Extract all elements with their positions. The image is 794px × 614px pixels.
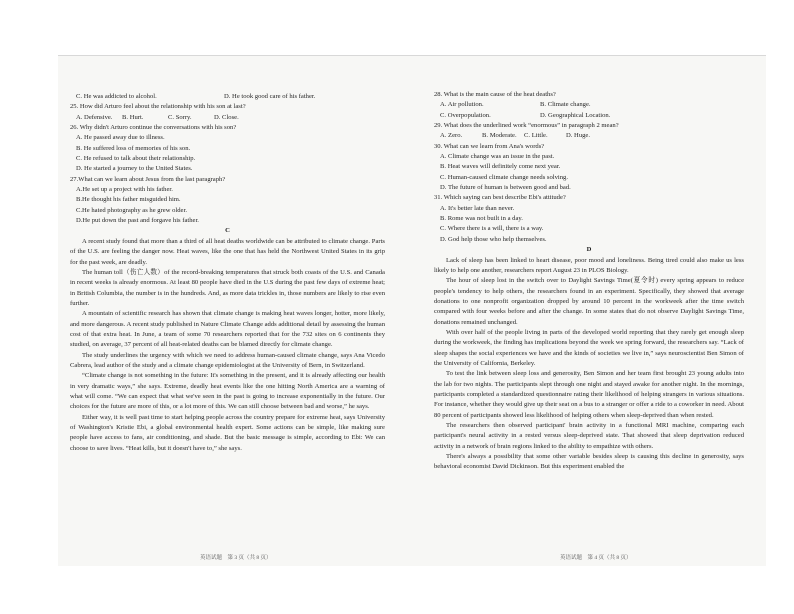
- q25-options: [70, 113, 385, 123]
- option-a: A. He passed away due to illness.: [76, 134, 165, 142]
- passage-paragraph: The study underlines the urgency with which we need to address human-caused climate change, says Ana Vicedo Cabrera, lead author of the study and a climate change epidemiologist at the University of Bern, in Switzerland.: [70, 351, 385, 369]
- option-d: D.He put down the past and forgave his father.: [76, 217, 199, 225]
- option-b: B. Rome was not built in a day.: [440, 215, 523, 223]
- question-25: 25. How did Arturo feel about the relationship with his son at last?: [70, 103, 246, 111]
- passage-paragraph: The hour of sleep lost in the switch over to Daylight Savings Time(夏令时) every spring appears to reduce people's tendency to help others, the researchers found in an experiment. Specifically, they showed that average donations to one nonprofit organization dropped by around 10 percent in the workweek after the time switch compared with four weeks before and after the change. In some states that do not observe Daylight Savings Time, donations remained unchanged.: [434, 277, 744, 326]
- option-b: B. Heat waves will definitely come next year.: [440, 163, 561, 171]
- passage-paragraph: A recent study found that more than a third of all heat deaths worldwide can be attributed to climate change. Parts of the U.S. are feeling the danger now. Heat waves, like the one that has held the Northwest United States in its grip for the past week, are deadly.: [70, 237, 385, 266]
- passage-paragraph: Either way, it is well past time to start helping people across the country prepare for extreme heat, says University of Washington's Kristie Ebi, a global environmental health expert. Some actions can be simple, like making sure people have access to fans, air conditioning, and shade. But the basic message is simple, according to Ebi: We can choose to save lives. “Heat kills, but it doesn't have to,” she says.: [70, 413, 385, 452]
- question-27: 27.What can we learn about Jesus from the last paragraph?: [70, 175, 226, 183]
- question-30: 30. What can we learn from Ana's words?: [434, 142, 545, 150]
- option-c: C. Human-caused climate change needs solving.: [440, 173, 568, 181]
- option-d: D. Geographical Location.: [540, 111, 611, 119]
- option-a: A. Climate change was an issue in the past.: [440, 153, 555, 161]
- option-b: B. Moderate.: [482, 132, 517, 140]
- passage-paragraph: There's always a possibility that some other variable besides sleep is causing this decline in generosity, says behavioral economist David Dickinson. But this experiment enabled the: [434, 453, 744, 471]
- option-d: D. Close.: [214, 113, 239, 121]
- option-b: B.He thought his father misguided him.: [76, 196, 181, 204]
- passage-paragraph: The researchers then observed participant' brain activity in a functional MRI machine, comparing each participant's neural activity in a rested versus sleep-deprived state. That showed that sleep deprivation reduced activity in a network of brain regions linked to the ability to empathize with others.: [434, 422, 744, 450]
- option-d: D. The future of human is between good and bad.: [440, 184, 571, 192]
- option-c: C. Where there is a will, there is a way.: [440, 225, 544, 233]
- option-c: C.He hated photography as he grew older.: [76, 206, 187, 214]
- option-d: D. He started a journey to the United States.: [76, 165, 193, 173]
- passage-paragraph: Lack of sleep has been linked to heart disease, poor mood and loneliness. Being tired could also make us less likely to help one another, researchers report August 23 in PLOS Biology.: [434, 256, 744, 274]
- passage-paragraph: “Climate change is not something in the future: It's something in the present, and it is already affecting our health in very dramatic ways,” she says. Extreme, deadly heat events like the one hitting North America are a warning of what will come. “We can expect that what we've seen in the past is going to increase exponentially in the future. Our choices for the future are more of this, or a lot more of this. We can still choose between bad and worse,” he says.: [70, 372, 385, 411]
- right-column: [434, 90, 744, 473]
- option-b: B. He suffered loss of memories of his son.: [76, 144, 191, 152]
- option-c: C. He refused to talk about their relationship.: [76, 155, 196, 163]
- option-a: A.He set up a project with his father.: [76, 186, 173, 194]
- option-b: B. Climate change.: [540, 101, 591, 109]
- option-c: C. Little.: [524, 132, 548, 140]
- page-footer-right: 英语试题 第 4 页（共 8 页）: [560, 555, 632, 561]
- q24-options-cd: [70, 92, 385, 102]
- option-a: A. Zero.: [440, 132, 463, 140]
- option-c: C. Overpopulation.: [440, 111, 491, 119]
- passage-paragraph: With over half of the people living in parts of the developed world reporting that they rarely get enough sleep during the workweek, the finding has implications beyond the week we spring forward, the researchers say. “Lack of sleep shapes the social experiences we have and the kinds of societies we live in,” says neuroscientist Ben Simon of the University of California, Berkeley.: [434, 328, 744, 367]
- option-b: B. Hurt.: [122, 113, 144, 121]
- option-d: D. God help those who help themselves.: [440, 235, 547, 243]
- q29-options: [434, 131, 744, 141]
- section-heading-d: D: [586, 246, 592, 254]
- left-column: [70, 92, 385, 454]
- question-29: 29. What does the underlined work “enormous” in paragraph 2 mean?: [434, 122, 619, 130]
- option-a: A. Defensive.: [76, 113, 113, 121]
- option-d: D. He took good care of his father.: [224, 93, 316, 100]
- question-31: 31. Which saying can best describe Ebi's attitude?: [434, 194, 566, 202]
- page-footer-left: 英语试题 第 3 页（共 8 页）: [200, 555, 272, 561]
- option-a: A. Air pollution.: [440, 101, 484, 109]
- option-a: A. It's better late than never.: [440, 204, 515, 212]
- passage-paragraph: A mountain of scientific research has shown that climate change is making heat waves longer, hotter, more likely, and more dangerous. A recent study published in Nature Climate Change adds additional detail by assessing the human cost of that extra heat. In June, a team of some 70 researchers reported that for the 732 sites on 6 continents they studied, on average, 37 percent of all heat-related deaths can be blamed directly for climate change.: [70, 310, 385, 349]
- q28-options-ab: [434, 100, 744, 110]
- option-d: D. Huge.: [566, 132, 590, 140]
- q28-options-cd: [434, 111, 744, 121]
- question-26: 26. Why didn't Arturo continue the conversations with his son?: [70, 124, 237, 132]
- passage-paragraph: To test the link between sleep loss and generosity, Ben Simon and her team first brought 23 young adults into the lab for two nights. The participants slept through one night and stayed awake for another night. In the mornings, participants completed a standardized questionnaire rating their likelihood of helping strangers in various situations. For instance, whether they would give up their seat on a bus to a stranger or offer a ride to a coworker in need. About 80 percent of participants showed less likelihood of helping others when sleep-deprived than when rested.: [434, 370, 744, 419]
- section-heading-c: C: [225, 227, 230, 235]
- passage-paragraph: The human toll（伤亡人数）of the record-breaking temperatures that struck both coasts of the U.S. and Canada in recent weeks is already enormous. At least 80 people have died in the U.S during the past few days of extreme heat; in British Columbia, the number is in the hundreds. And, as more data trickles in, those numbers are likely to rise even further.: [70, 268, 385, 307]
- option-c: C. He was addicted to alcohol.: [76, 93, 157, 100]
- question-28: 28. What is the main cause of the heat deaths?: [434, 91, 556, 98]
- option-c: C. Sorry.: [168, 113, 192, 121]
